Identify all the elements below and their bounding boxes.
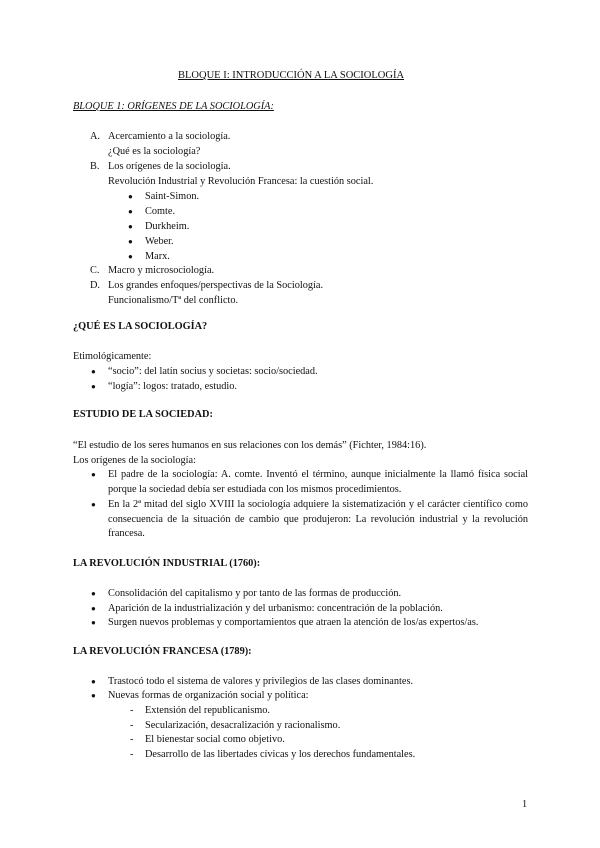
outline-item-d-sub: Funcionalismo/Tª del conflicto. [108,295,239,306]
definition-quote: “El estudio de los seres humanos en sus relaciones con los demás” (Fichter, 1984:16). [73,440,427,451]
etymology-intro: Etimológicamente: [73,351,152,362]
outline-marker-d: D. [90,280,101,291]
francesa-subitem: El bienestar social como objetivo. [145,734,285,745]
dash-icon: - [130,705,134,716]
bullet-icon: ● [91,367,96,376]
outline-marker-a: A. [90,131,101,142]
industrial-item: Aparición de la industrialización y del urbanismo: concentración de la población. [108,603,443,614]
origins-item: El padre de la sociología: A. comte. Inventó el término, aunque inicialmente la llamó física social porque la sociedad debía ser estudiada con los mismos procedimientos. [108,469,528,495]
origins-intro: Los orígenes de la sociología: [73,455,196,466]
etymology-item: “socio”: del latín socius y societas: socio/sociedad. [108,366,318,377]
outline-item-d: Los grandes enfoques/perspectivas de la Sociología. [108,280,324,291]
outline-item-b: Los orígenes de la sociología. [108,161,231,172]
bullet-icon: ● [91,677,96,686]
author-item: Durkheim. [145,221,190,232]
francesa-item: Trastocó todo el sistema de valores y privilegios de las clases dominantes. [108,676,414,687]
bullet-icon: ● [128,237,133,246]
author-item: Comte. [145,206,176,217]
bullet-icon: ● [128,252,133,261]
industrial-item: Surgen nuevos problemas y comportamientos que atraen la atención de los/as expertos/as. [108,617,479,628]
outline-item-c: Macro y microsociología. [108,265,215,276]
francesa-subitem: Desarrollo de las libertades cívicas y los derechos fundamentales. [145,749,416,760]
section-heading-industrial: LA REVOLUCIÓN INDUSTRIAL (1760): [73,558,261,569]
bullet-icon: ● [91,470,96,479]
outline-item-a-sub: ¿Qué es la sociología? [108,146,201,157]
author-item: Marx. [145,251,170,262]
bullet-icon: ● [128,207,133,216]
outline-marker-b: B. [90,161,100,172]
section-heading-estudio: ESTUDIO DE LA SOCIEDAD: [73,409,213,420]
francesa-item: Nuevas formas de organización social y política: [108,690,309,701]
bullet-icon: ● [91,618,96,627]
origins-item: En la 2ª mitad del siglo XVIII la sociología adquiere la sistematización y el carácter científico como consecuencia de la situación de cambio que produjeron: La revolución industrial y la revolución francesa. [108,499,528,540]
outline-item-b-sub: Revolución Industrial y Revolución Francesa: la cuestión social. [108,176,374,187]
page-number: 1 [522,799,528,810]
bullet-icon: ● [91,382,96,391]
outline-item-a: Acercamiento a la sociología. [108,131,231,142]
industrial-item: Consolidación del capitalismo y por tanto de las formas de producción. [108,588,402,599]
dash-icon: - [130,720,134,731]
bullet-icon: ● [91,589,96,598]
dash-icon: - [130,749,134,760]
bullet-icon: ● [128,192,133,201]
outline-marker-c: C. [90,265,100,276]
bullet-icon: ● [128,222,133,231]
block-subtitle: BLOQUE 1: ORÍGENES DE LA SOCIOLOGÍA: [73,101,274,112]
author-item: Saint-Simon. [145,191,200,202]
bullet-icon: ● [91,604,96,613]
francesa-subitem: Secularización, desacralización y racionalismo. [145,720,341,731]
bullet-icon: ● [91,500,96,509]
etymology-item: “logía”: logos: tratado, estudio. [108,381,237,392]
section-heading-que-es: ¿QUÉ ES LA SOCIOLOGÍA? [73,321,208,332]
document-title: BLOQUE I: INTRODUCCIÓN A LA SOCIOLOGÍA [178,70,405,81]
dash-icon: - [130,734,134,745]
section-heading-francesa: LA REVOLUCIÓN FRANCESA (1789): [73,646,252,657]
francesa-subitem: Extensión del republicanismo. [145,705,270,716]
author-item: Weber. [145,236,174,247]
bullet-icon: ● [91,691,96,700]
